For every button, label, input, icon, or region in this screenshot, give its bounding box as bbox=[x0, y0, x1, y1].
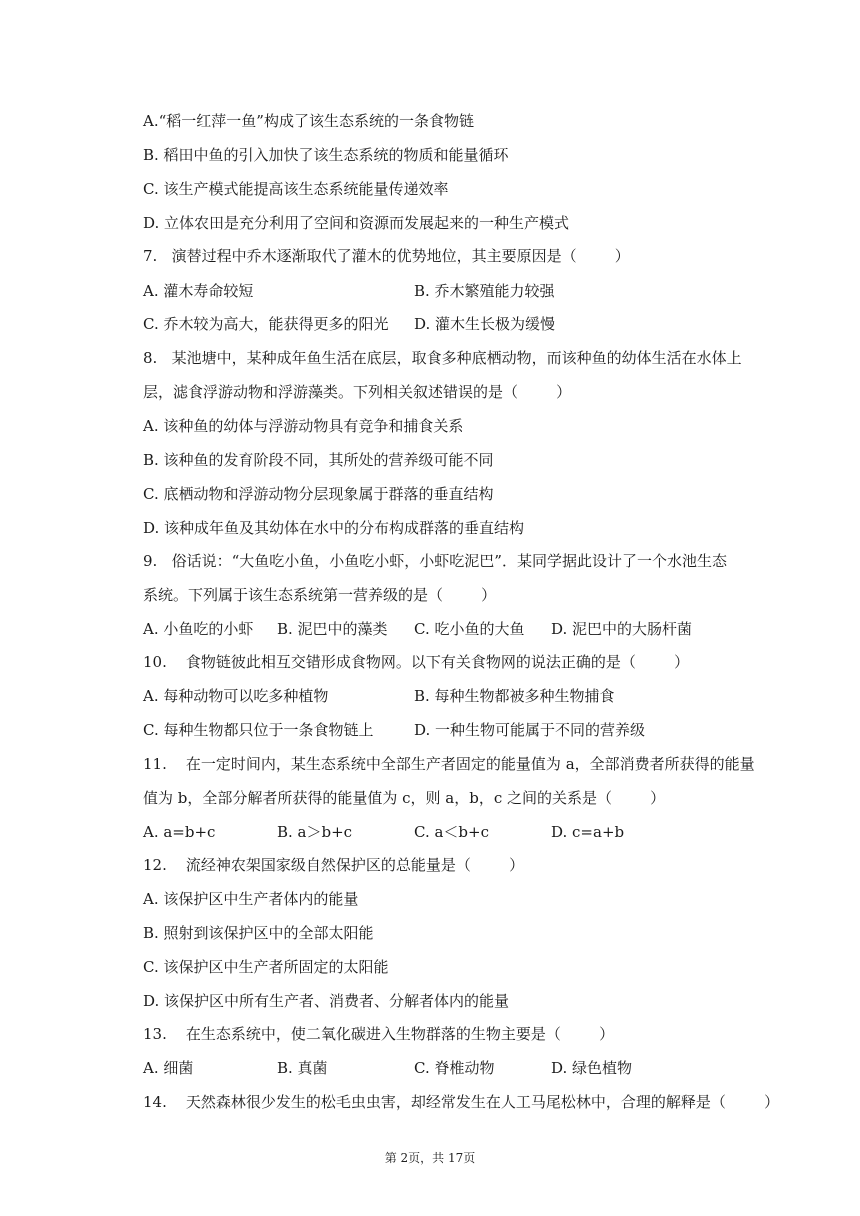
q9-option-d: D. 泥巴中的大肠杆菌 bbox=[551, 620, 693, 638]
q9-stem-line2: 系统。下列属于该生态系统第一营养级的是（ ） bbox=[143, 586, 497, 604]
q6-option-a: A.“稻一红萍一鱼”构成了该生态系统的一条食物链 bbox=[143, 112, 474, 130]
q11-stem-line1: 11. 在一定时间内，某生态系统中全部生产者固定的能量值为 a，全部消费者所获得的能量 bbox=[143, 755, 755, 773]
q13-stem: 13. 在生态系统中，使二氧化碳进入生物群落的生物主要是（ ） bbox=[143, 1025, 615, 1043]
q8-stem-line1: 8. 某池塘中，某种成年鱼生活在底层，取食多种底栖动物，而该种鱼的幼体生活在水体上 bbox=[143, 349, 742, 367]
q11-option-b: B. a＞b+c bbox=[277, 823, 353, 841]
q6-option-d: D. 立体农田是充分利用了空间和资源而发展起来的一种生产模式 bbox=[143, 214, 570, 232]
q12-option-c: C. 该保护区中生产者所固定的太阳能 bbox=[143, 958, 389, 976]
q9-option-c: C. 吃小鱼的大鱼 bbox=[414, 620, 525, 638]
q9-stem-line1: 9. 俗话说：“大鱼吃小鱼，小鱼吃小虾，小虾吃泥巴”．某同学据此设计了一个水池生态 bbox=[143, 552, 727, 570]
q8-option-d: D. 该种成年鱼及其幼体在水中的分布构成群落的垂直结构 bbox=[143, 519, 525, 537]
q8-option-a: A. 该种鱼的幼体与浮游动物具有竞争和捕食关系 bbox=[143, 417, 464, 435]
page-footer: 第 2页，共 17页 bbox=[384, 1151, 476, 1165]
q10-option-a: A. 每种动物可以吃多种植物 bbox=[143, 687, 329, 705]
q13-option-a: A. 细菌 bbox=[143, 1059, 194, 1077]
q13-option-b: B. 真菌 bbox=[277, 1059, 328, 1077]
q13-option-d: D. 绿色植物 bbox=[551, 1059, 633, 1077]
q12-option-b: B. 照射到该保护区中的全部太阳能 bbox=[143, 924, 374, 942]
q11-option-c: C. a＜b+c bbox=[414, 823, 489, 841]
q9-option-a: A. 小鱼吃的小虾 bbox=[143, 620, 254, 638]
q11-option-d: D. c=a+b bbox=[551, 823, 625, 841]
q11-option-a: A. a=b+c bbox=[143, 823, 216, 841]
q8-option-b: B. 该种鱼的发育阶段不同，其所处的营养级可能不同 bbox=[143, 451, 494, 469]
q12-stem: 12. 流经神农架国家级自然保护区的总能量是（ ） bbox=[143, 856, 525, 874]
q10-stem: 10. 食物链彼此相互交错形成食物网。以下有关食物网的说法正确的是（ ） bbox=[143, 653, 690, 671]
q10-option-b: B. 每种生物都被多种生物捕食 bbox=[414, 687, 615, 705]
q8-stem-line2: 层，滤食浮游动物和浮游藻类。下列相关叙述错误的是（ ） bbox=[143, 383, 572, 401]
q8-option-c: C. 底栖动物和浮游动物分层现象属于群落的垂直结构 bbox=[143, 485, 494, 503]
q14-stem: 14. 天然森林很少发生的松毛虫虫害，却经常发生在人工马尾松林中，合理的解释是（ ） bbox=[143, 1093, 780, 1111]
q7-stem: 7. 演替过程中乔木逐渐取代了灌木的优势地位，其主要原因是（ ） bbox=[143, 247, 630, 265]
q9-option-b: B. 泥巴中的藻类 bbox=[277, 620, 388, 638]
q12-option-a: A. 该保护区中生产者体内的能量 bbox=[143, 890, 359, 908]
q11-stem-line2: 值为 b，全部分解者所获得的能量值为 c，则 a，b，c 之间的关系是（ ） bbox=[143, 789, 666, 807]
q10-option-d: D. 一种生物可能属于不同的营养级 bbox=[414, 721, 646, 739]
q6-option-c: C. 该生产模式能提高该生态系统能量传递效率 bbox=[143, 180, 449, 198]
q12-option-d: D. 该保护区中所有生产者、消费者、分解者体内的能量 bbox=[143, 992, 510, 1010]
q7-option-b: B. 乔木繁殖能力较强 bbox=[414, 282, 555, 300]
q10-option-c: C. 每种生物都只位于一条食物链上 bbox=[143, 721, 374, 739]
q13-option-c: C. 脊椎动物 bbox=[414, 1059, 495, 1077]
q7-option-d: D. 灌木生长极为缓慢 bbox=[414, 315, 556, 333]
q7-option-c: C. 乔木较为高大，能获得更多的阳光 bbox=[143, 315, 389, 333]
q6-option-b: B. 稻田中鱼的引入加快了该生态系统的物质和能量循环 bbox=[143, 146, 509, 164]
q7-option-a: A. 灌木寿命较短 bbox=[143, 282, 254, 300]
